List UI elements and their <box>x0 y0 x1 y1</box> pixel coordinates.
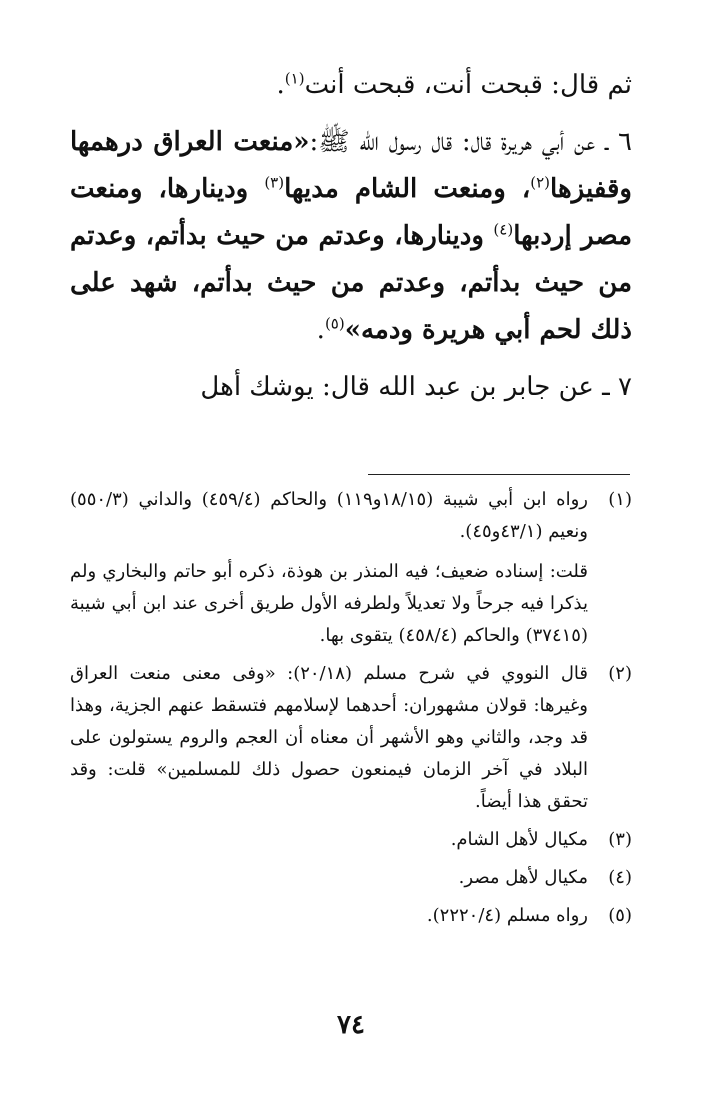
footnote-4 <box>70 862 632 894</box>
footnote-ref-3: (٣) <box>264 173 285 192</box>
footnote-number: (٢) <box>608 663 632 684</box>
footnote-body <box>70 862 588 894</box>
footnote-ref-5: (٥) <box>324 314 345 333</box>
text-line1: ثم قال: قبحت أنت، قبحت أنت <box>304 70 632 100</box>
footnote-number: (٥) <box>608 905 632 926</box>
footnote-separator <box>368 474 630 475</box>
footnote-text: رواه مسلم (٢٢٢٠/٤). <box>426 905 588 926</box>
footnote-3 <box>70 824 632 856</box>
footnote-text: رواه ابن أبي شيبة (١٨/١٥و١١٩) والحاكم (٤٥٩/٤) والداني (٥٥٠/٣) ونعيم (٤٣/١و٤٥). <box>70 489 588 542</box>
footnote-text: قال النووي في شرح مسلم (٢٠/١٨): «وفى معنى منعت العراق وغيرها: قولان مشهوران: أحدهما لإسلامهم فتسقط عنهم الجزية، وهذا قد وجد، والثاني وهو الأشهر أن معناه أن العجم والروم يستولون على البلاد في آخر الزمان فيمنعون حصول ذلك للمسلمين» قلت: وقد تحقق هذا أيضاً. <box>70 663 588 812</box>
line1-period: . <box>276 70 285 100</box>
hadith-6-text-4: ودينارها، وعدتم من حيث بدأتم، وعدتم من حيث بدأتم، وعدتم من حيث بدأتم، شهد على ذلك لحم أبي هريرة ودمه» <box>70 221 632 345</box>
paragraph-line1 <box>70 62 632 109</box>
footnote-body <box>70 900 588 932</box>
main-text <box>70 62 632 411</box>
footnote-number: (١) <box>608 489 632 510</box>
footnote-2 <box>70 658 632 818</box>
hadith-6-text-2: ، ومنعت الشام مديها <box>284 174 531 204</box>
footnote-body <box>70 658 588 818</box>
footnotes <box>70 484 632 938</box>
page-number: ٧٤ <box>337 1010 365 1040</box>
hadith-7 <box>70 364 632 411</box>
footnote-1 <box>70 484 632 652</box>
footnote-body <box>70 484 588 652</box>
footnote-ref-4: (٤) <box>493 220 514 239</box>
footnote-comment: قلت: إسناده ضعيف؛ فيه المنذر بن هوذة، ذكره أبو حاتم والبخاري ولم يذكرا فيه جرحاً ولا تعديلاً ولطرفه الأول طريق أخرى عند ابن أبي شيبة (٣٧٤١٥) والحاكم (٤٥٨/٤) يتقوى بها. <box>70 561 588 646</box>
footnote-text: مكيال لأهل مصر. <box>458 867 588 888</box>
hadith-6 <box>70 119 632 354</box>
footnote-5 <box>70 900 632 932</box>
hadith-6-period: . <box>316 315 325 345</box>
footnote-ref-2: (٢) <box>530 173 551 192</box>
hadith-6-text-1: «منعت العراق درهمها وقفيزها <box>70 127 632 204</box>
hadith-6-intro: ٦ ـ عن أبي هريرة قال: قال رسول الله ﷺ: <box>309 127 632 157</box>
footnote-ref-1: (١) <box>284 69 305 88</box>
footnote-body <box>70 824 588 856</box>
hadith-6-text-3: ودينارها، ومنعت مصر إردبها <box>70 174 633 251</box>
footnote-text: مكيال لأهل الشام. <box>450 829 588 850</box>
hadith-7-text: ٧ ـ عن جابر بن عبد الله قال: يوشك أهل <box>200 372 632 402</box>
footnote-number: (٣) <box>608 829 632 850</box>
footnote-number: (٤) <box>608 867 632 888</box>
